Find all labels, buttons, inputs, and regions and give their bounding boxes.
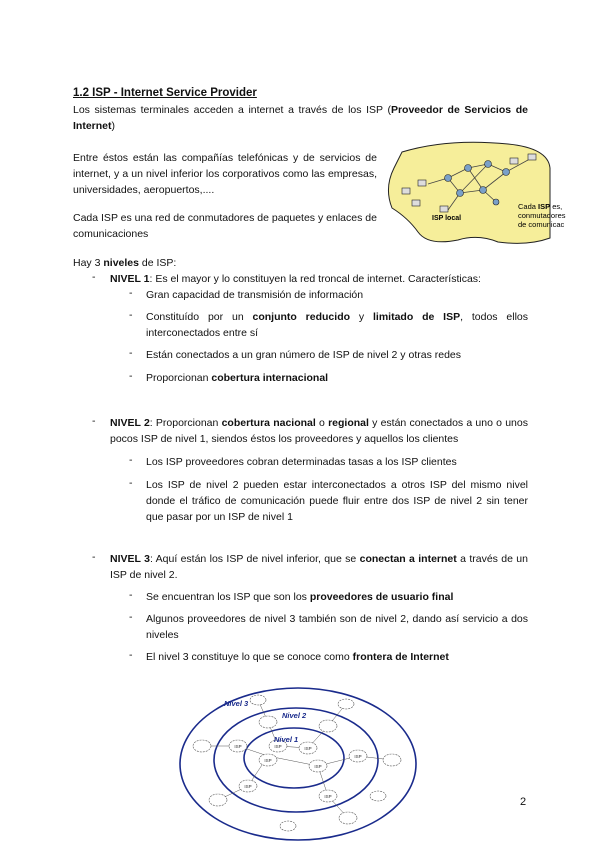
router-node [465, 165, 472, 172]
isp-node [280, 821, 296, 831]
list-dash: - [92, 415, 96, 427]
router-node [445, 175, 452, 182]
sub-dash: - [129, 370, 133, 382]
isp-node [383, 754, 401, 766]
isp-node [209, 794, 227, 806]
nivel1-item-2: Constituído por un conjunto reducido y limitado de ISP, todos ellos interconectados entre sí [146, 311, 528, 339]
caption-line-2: conmutadores [518, 211, 566, 220]
sub-dash: - [129, 287, 133, 299]
nivel2-heading: NIVEL 2: Proporcionan cobertura nacional o regional y están conectados a uno o unos pocos ISP de nivel 1, siendos éstos los proveedores y aquellos los clientes [110, 417, 528, 445]
sub-dash: - [129, 347, 133, 359]
isp-node [250, 695, 266, 705]
section-title: 1.2 ISP - Internet Service Provider [73, 87, 257, 99]
nivel1-item-4: Proporcionan cobertura internacional [146, 372, 329, 384]
isp-node-label: ISP [304, 746, 312, 751]
router-node [480, 187, 487, 194]
nivel1-item-1: Gran capacidad de transmisión de información [146, 289, 364, 301]
computer-icon [528, 154, 536, 160]
isp-hierarchy-figure [178, 686, 418, 846]
sub-dash: - [129, 611, 133, 623]
nivel1-heading: NIVEL 1: Es el mayor y lo constituyen la red troncal de internet. Características: [110, 273, 481, 285]
isp-node [338, 699, 354, 709]
paragraph-isp-network: Cada ISP es una red de conmutadores de paquetes y enlaces de comunicaciones [73, 212, 377, 240]
router-node [503, 169, 510, 176]
router-node [485, 161, 492, 168]
caption-line-1: Cada ISP es, [518, 202, 563, 211]
page-number: 2 [520, 796, 527, 808]
nivel2-item-1: Los ISP proveedores cobran determinadas tasas a los ISP clientes [146, 456, 457, 468]
isp-node [259, 716, 277, 728]
nivel3-item-2: Algunos proveedores de nivel 3 también son de nivel 2, dando así servicio a dos niveles [146, 613, 528, 641]
isp-node [339, 812, 357, 824]
computer-icon [418, 180, 426, 186]
sub-dash: - [129, 589, 133, 601]
sub-dash: - [129, 309, 133, 321]
computer-icon [412, 200, 420, 206]
isp-node-label: ISP [274, 744, 282, 749]
levels-intro: Hay 3 niveles de ISP: [73, 257, 177, 269]
sub-dash: - [129, 477, 133, 489]
label-nivel2: Nivel 2 [282, 711, 307, 720]
computer-icon [402, 188, 410, 194]
isp-node-label: ISP [244, 784, 252, 789]
nivel1-item-3: Están conectados a un gran número de ISP de nivel 2 y otras redes [146, 349, 461, 361]
isp-node-label: ISP [354, 754, 362, 759]
list-dash: - [92, 271, 96, 283]
label-nivel3: Nivel 3 [224, 699, 249, 708]
label-nivel1: Nivel 1 [274, 735, 299, 744]
caption-line-3: de comunicac [518, 220, 565, 229]
isp-node-label: ISP [314, 764, 322, 769]
intro-paragraph: Los sistemas terminales acceden a internet a través de los ISP (Proveedor de Servicios de Internet) [73, 104, 528, 132]
computer-icon [510, 158, 518, 164]
nivel3-item-1: Se encuentran los ISP que son los proveedores de usuario final [146, 591, 454, 603]
isp-node-label: ISP [264, 758, 272, 763]
sub-dash: - [129, 649, 133, 661]
isp-network-figure [388, 138, 566, 246]
isp-node [370, 791, 386, 801]
sub-dash: - [129, 454, 133, 466]
isp-local-label: ISP local [432, 215, 462, 222]
router-node [493, 199, 499, 205]
router-node [457, 190, 464, 197]
computer-icon [440, 206, 448, 212]
isp-node-label: ISP [324, 794, 332, 799]
isp-node [319, 720, 337, 732]
list-dash: - [92, 551, 96, 563]
isp-node-label: ISP [234, 744, 242, 749]
paragraph-companies: Entre éstos están las compañías telefónicas y de servicios de internet, y a un nivel inferior los corporativos como las empresas, universidades, aeropuertos,.... [73, 152, 377, 196]
isp-node [193, 740, 211, 752]
nivel3-item-3: El nivel 3 constituye lo que se conoce como frontera de Internet [146, 651, 449, 663]
nivel3-heading: NIVEL 3: Aquí están los ISP de nivel inferior, que se conectan a internet a través de un ISP de nivel 2. [110, 553, 528, 581]
nivel2-item-2: Los ISP de nivel 2 pueden estar interconectados a otros ISP del mismo nivel donde el tráfico de comunicación puede fluir entre dos ISP de nivel 2 sin tener que pasar por un ISP de nivel 1 [146, 479, 528, 523]
